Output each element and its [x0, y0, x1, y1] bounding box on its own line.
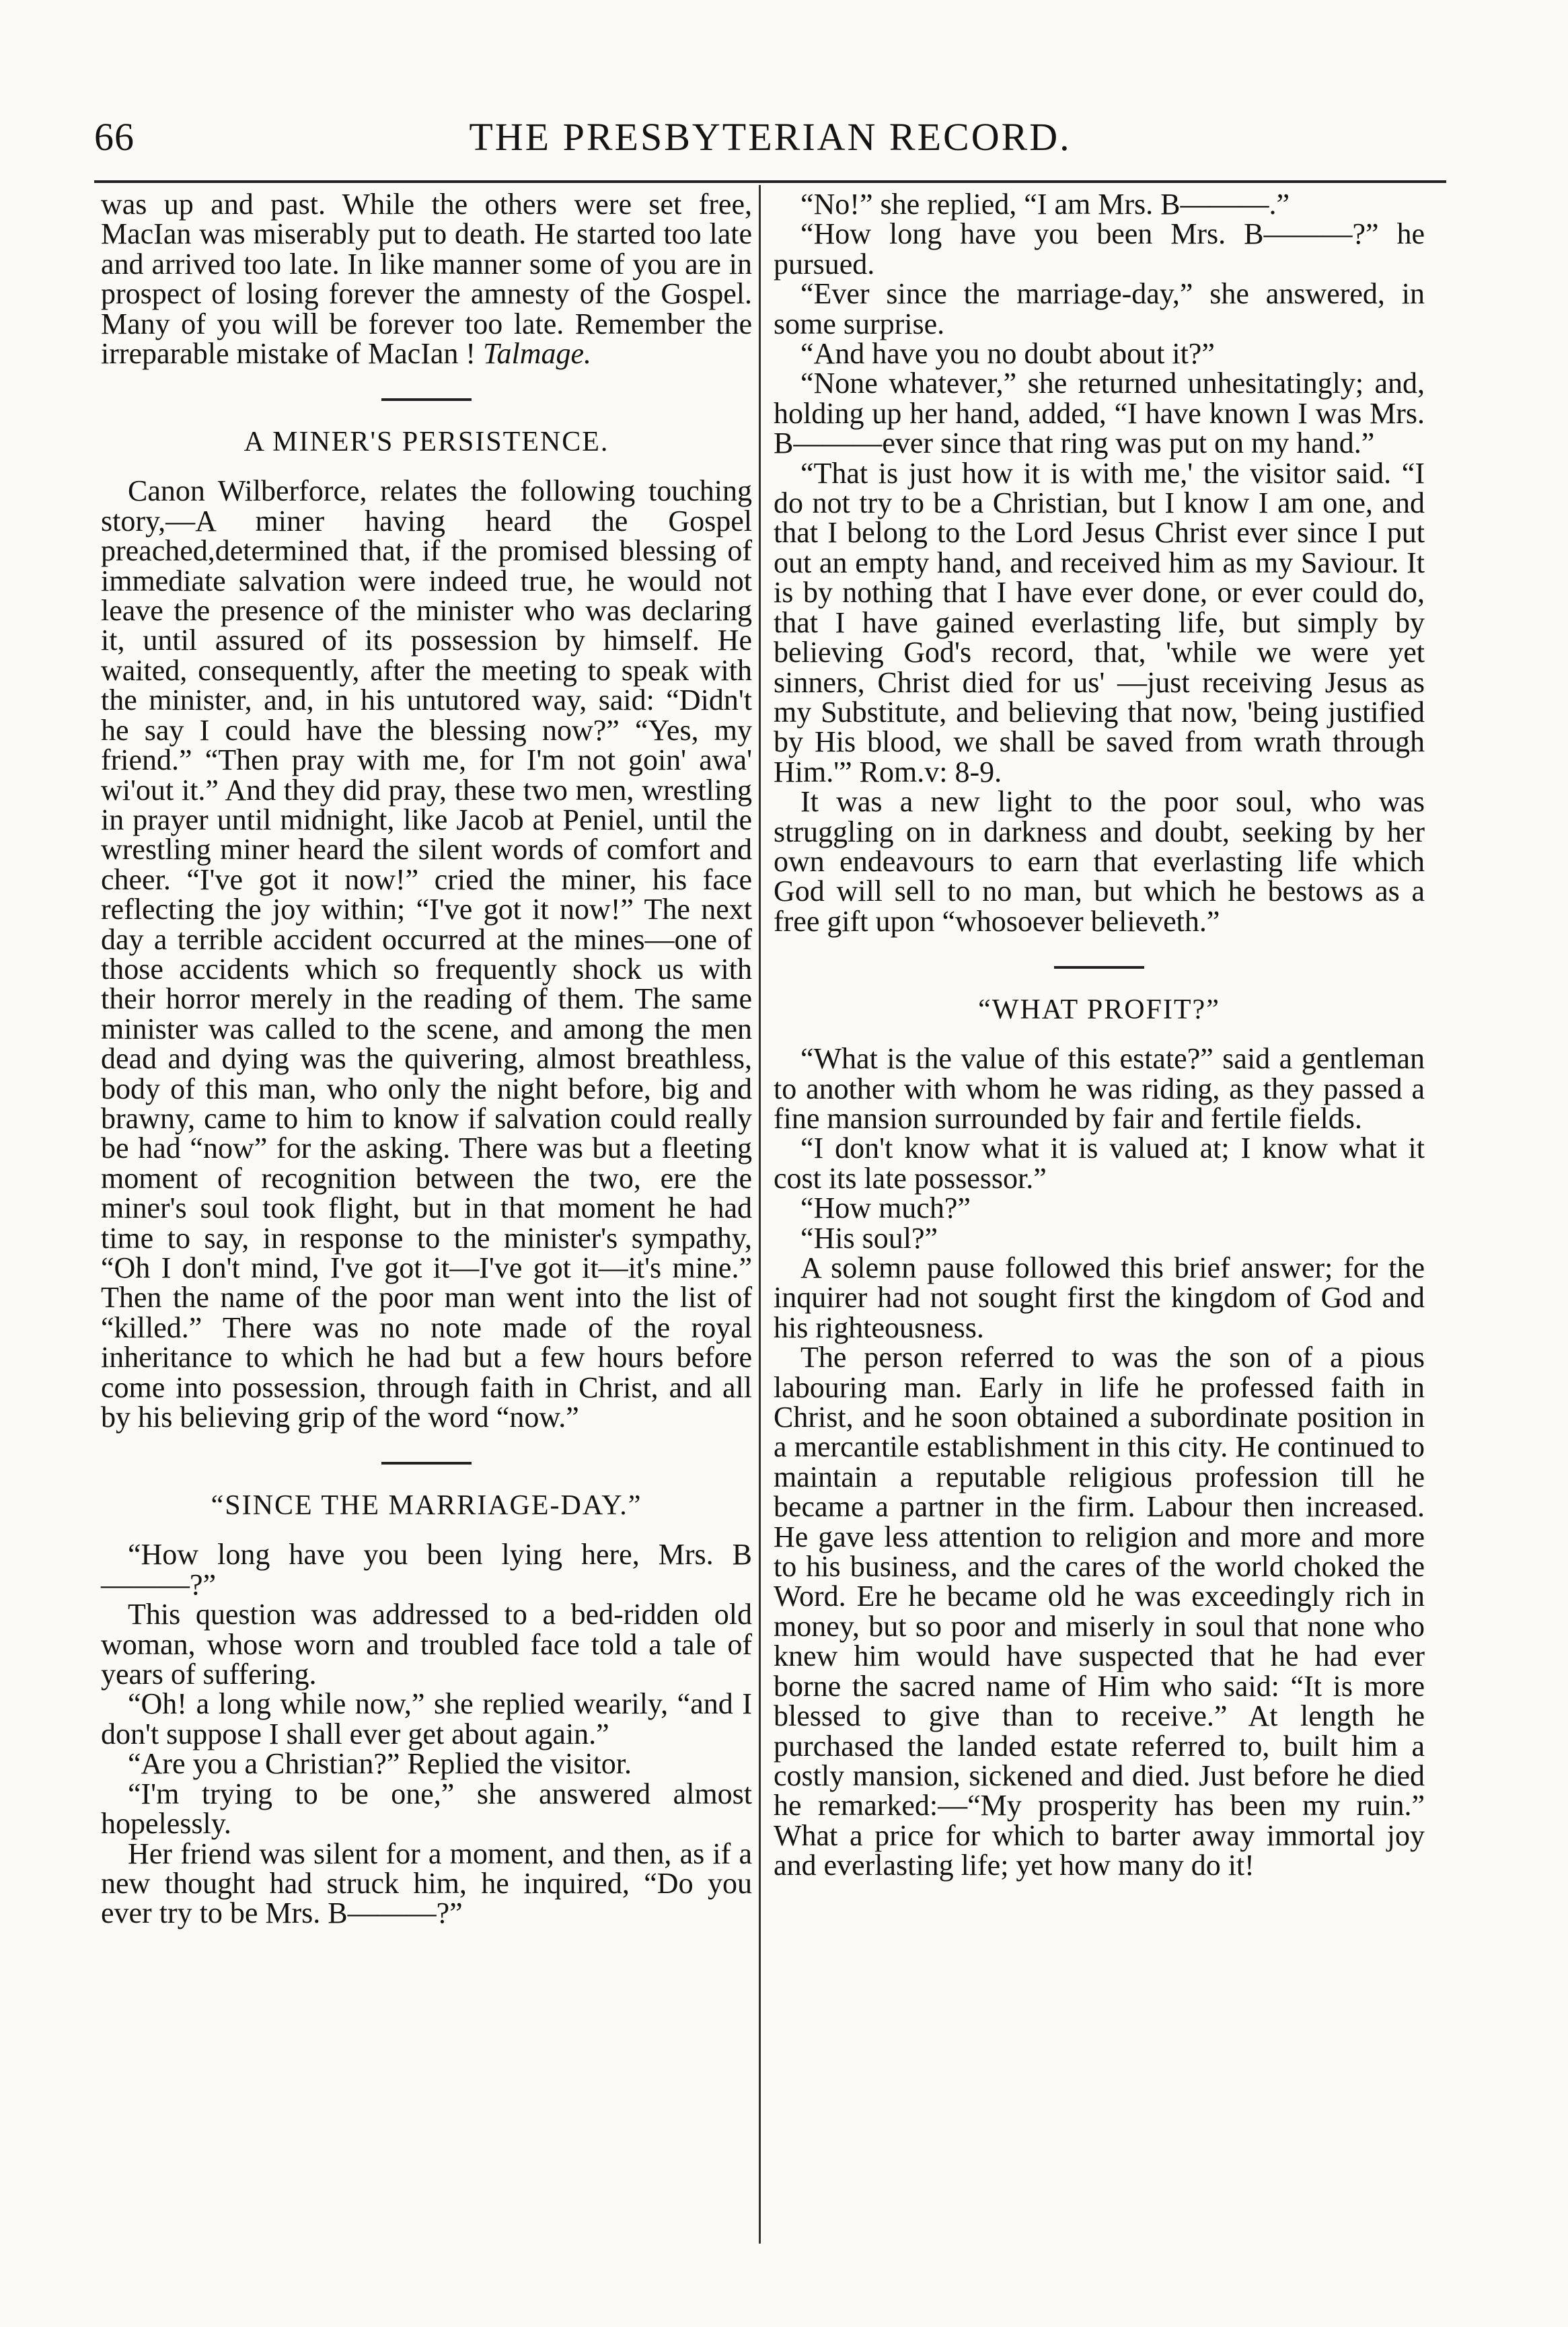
paragraph: “His soul?”	[800, 1221, 938, 1255]
paragraph: “How much?”	[800, 1191, 971, 1225]
paragraph: “Ever since the marriage-day,” she answered, in some surprise.	[774, 277, 1425, 340]
paragraph: The person referred to was the son of a pious labouring man. Early in life he professed faith in Christ, and he soon obtained a subordinate position in a mercantile establishment in this city. He continued to maintain a reputable religious profession till he became a partner in the firm. Labour then increased. He gave less attention to religion and more and more to his business, and the cares of the world choked the Word. Ere he became old he was exceedingly rich in money, but so poor and miserly in soul that none who knew him would have suspected that he had ever borne the sacred name of Him who said: “It is more blessed to give than to receive.” At length he purchased the landed estate referred to, built him a costly mansion, sickened and died. Just before he died he remarked:—“My prosperity has been my ruin.” What a price for which to barter away immortal joy and everlasting life; yet how many do it!	[774, 1341, 1425, 1882]
paragraph: “How long have you been Mrs. B———?” he pursued.	[774, 217, 1425, 281]
right-column	[774, 190, 1425, 1881]
section-separator	[381, 398, 472, 401]
paragraph: “Are you a Christian?” Replied the visitor.	[128, 1747, 632, 1781]
column-divider	[759, 185, 761, 2244]
section-separator	[1054, 966, 1144, 969]
article-body-miner: Canon Wilberforce, relates the following touching story,—A miner having heard the Gospel preached,determined that, if the promised blessing of immediate salvation were indeed true, he would not leave the presence of the minister who was declaring it, until assured of its possession by himself. He waited, consequently, after the meeting to speak with the minister, and, in his untutored way, said: “Didn't he say I could have the blessing now?” “Yes, my friend.” “Then pray with me, for I'm not goin' awa' wi'out it.” And they did pray, these two men, wrestling in prayer until midnight, like Jacob at Peniel, until the wrestling miner heard the silent words of comfort and cheer. “I've got it now!” cried the miner, his face reflecting the joy within; “I've got it now!” The next day a terrible accident occurred at the mines—one of those accidents which so frequently shock us with their horror merely in the reading of them. The same minister was called to the scene, and among the men dead and dying was the quivering, almost breathless, body of this man, who only the night before, big and brawny, came to him to know if salvation could really be had “now” for the asking. There was but a fleeting moment of recognition between the two, ere the miner's soul took flight, but in that moment he had time to say, in response to the minister's sympathy, “Oh I don't mind, I've got it—I've got it—it's mine.” Then the name of the poor man went into the list of “killed.” There was no note made of the royal inheritance to which he had but a few hours before come into possession, through faith in Christ, and all by his believing grip of the word “now.”	[101, 474, 752, 1434]
running-title: THE PRESBYTERIAN RECORD.	[469, 115, 1072, 159]
paragraph: “No!” she replied, “I am Mrs. B———.”	[800, 188, 1290, 221]
paragraph: It was a new light to the poor soul, who was struggling on in darkness and doubt, seeking by her own endeavours to earn that everlasting life which God will sell to no man, but which he bestows as a free gift upon “whosoever believeth.”	[774, 785, 1425, 938]
article-continuation	[101, 190, 752, 369]
paragraph: “None whatever,” she returned unhesitatingly; and, holding up her hand, added, “I have known I was Mrs. B———ever since that ring was put on my hand.”	[774, 367, 1425, 460]
paragraph: This question was addressed to a bed-ridden old woman, whose worn and troubled face told a tale of years of suffering.	[101, 1598, 752, 1691]
paragraph: “That is just how it is with me,' the visitor said. “I do not try to be a Christian, but I know I am one, and that I belong to the Lord Jesus Christ ever since I put out an empty hand, and received him as my Saviour. It is by nothing that I have ever done, or ever could do, that I have gained everlasting life, but simply by believing God's record, that, 'while we were yet sinners, Christ died for us' —just receiving Jesus as my Substitute, and believing that now, 'being justified by His blood, we shall be saved from wrath through Him.'” Rom.v: 8-9.	[774, 456, 1425, 788]
paragraph: “I'm trying to be one,” she answered almost hopelessly.	[101, 1777, 752, 1841]
paragraph: “I don't know what it is valued at; I know what it cost its late possessor.”	[774, 1132, 1425, 1195]
article-title-miner: A MINER'S PERSISTENCE.	[244, 427, 609, 458]
paragraph: “What is the value of this estate?” said a gentleman to another with whom he was riding, as they passed a fine mansion surrounded by fair and fertile fields.	[774, 1042, 1425, 1135]
paragraph: “And have you no doubt about it?”	[800, 337, 1215, 371]
section-separator	[381, 1462, 472, 1465]
paragraph: Her friend was silent for a moment, and then, as if a new thought had struck him, he inquired, “Do you ever try to be Mrs. B———?”	[101, 1837, 752, 1930]
attribution: Talmage.	[483, 337, 592, 371]
left-column	[101, 190, 752, 1929]
article-title-profit: “WHAT PROFIT?”	[978, 994, 1220, 1026]
continuation-text: was up and past. While the others were set free, MacIan was miserably put to death. He started too late and arrived too late. In like manner some of you are in prospect of losing forever the amnesty of the Gospel. Many of you will be forever too late. Remember the irreparable mistake of MacIan !	[101, 188, 752, 371]
header-rule	[94, 180, 1446, 183]
paragraph: “How long have you been lying here, Mrs. B———?”	[101, 1538, 752, 1601]
paragraph: A solemn pause followed this brief answer; for the inquirer had not sought first the kingdom of God and his righteousness.	[774, 1251, 1425, 1344]
paragraph: “Oh! a long while now,” she replied wearily, “and I don't suppose I shall ever get about again.”	[101, 1687, 752, 1750]
article-title-marriage: “SINCE THE MARRIAGE-DAY.”	[211, 1490, 642, 1522]
page-number: 66	[94, 115, 135, 159]
page-header	[94, 101, 1446, 175]
